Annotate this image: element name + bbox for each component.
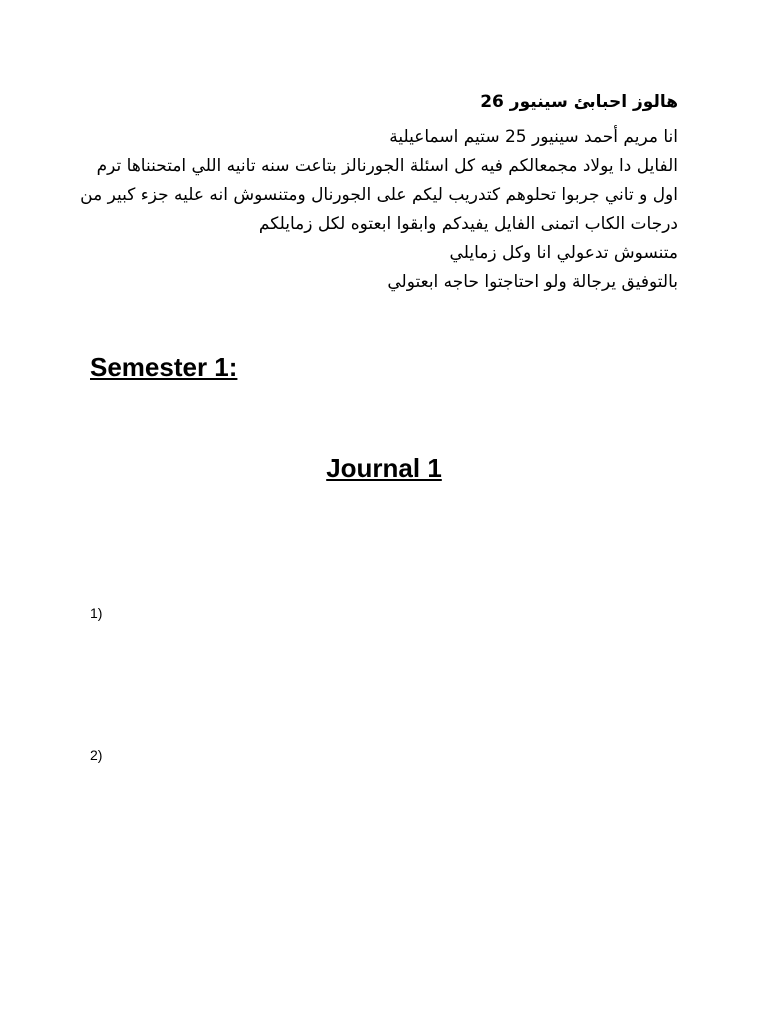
intro-line: الفايل دا يولاد مجمعالكم فيه كل اسئلة الجورنالز بتاعت سنه تانيه اللي امتحنناها ترم bbox=[96, 156, 678, 176]
intro-heading: هالوز احبابئ سينيور 26 bbox=[480, 92, 678, 112]
intro-line: بالتوفيق يرجالة ولو احتاجتوا حاجه ابعتولي bbox=[387, 272, 678, 292]
intro-message bbox=[78, 88, 678, 297]
question-number-1: 1) bbox=[90, 605, 103, 621]
journal-title-wrapper bbox=[0, 453, 768, 484]
intro-line: اول و تاني جربوا تحلوهم كتدريب ليكم على الجورنال ومتنسوش انه عليه جزء كبير من bbox=[80, 185, 678, 205]
question-number-2: 2) bbox=[90, 747, 103, 763]
intro-line: متنسوش تدعولي انا وكل زمايلي bbox=[449, 243, 678, 263]
intro-line: انا مريم أحمد سينيور 25 ستيم اسماعيلية bbox=[389, 127, 678, 147]
journal-title: Journal 1 bbox=[326, 453, 442, 483]
intro-line: درجات الكاب اتمنى الفايل يفيدكم وابقوا ابعتوه لكل زمايلكم bbox=[258, 214, 678, 234]
semester-title: Semester 1: bbox=[90, 352, 238, 382]
